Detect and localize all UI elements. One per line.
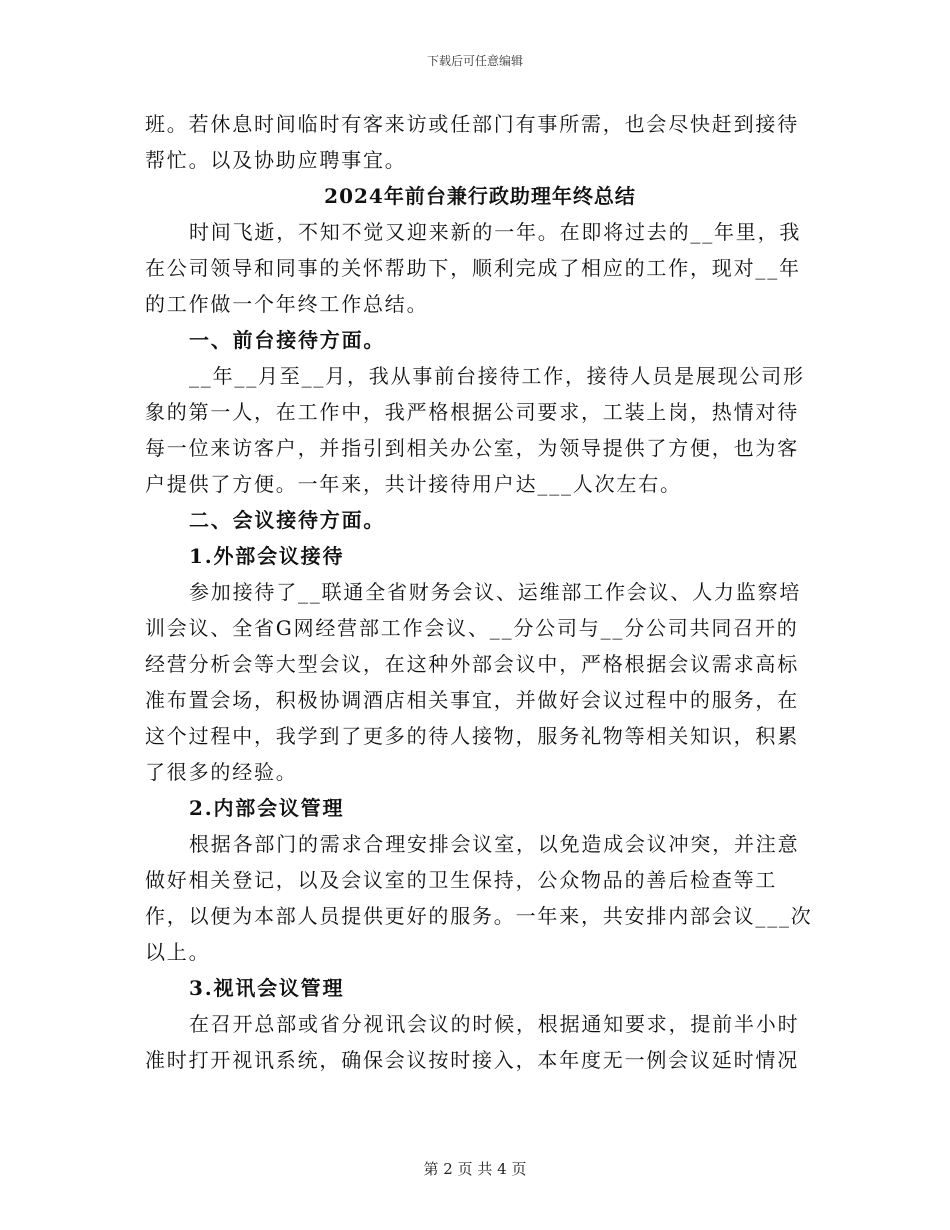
page-header: 下载后可任意编辑 [426, 54, 523, 68]
paragraph-external-meetings: 参加接待了__联通全省财务会议、运维部工作会议、人力监察培训会议、全省G网经营部工作会议、__分公司与__分公司共同召开的经营分析会等大型会议，在这种外部会议中，严格根据会议需求高标准布置会场，积极协调酒店相关事宜，并做好会议过程中的服务，在这个过程中，我学到了更多的待人接物，服务礼物等相关知识，积累了很多的经验。 [145, 580, 802, 784]
paragraph-reception: __年__月至__月，我从事前台接待工作，接待人员是展现公司形象的第一人，在工作中，我严格根据公司要求，工装上岗，热情对待每一位来访客户，并指引到相关办公室，为领导提供了方便，也为客户提供了方便。一年来，共计接待用户达___人次左右。 [145, 364, 805, 496]
document-body [145, 106, 815, 1078]
section-heading-reception: 一、前台接待方面。 [189, 328, 386, 352]
section-heading-meetings: 二、会议接待方面。 [189, 508, 386, 532]
paragraph-internal-meetings: 根据各部门的需求合理安排会议室，以免造成会议冲突，并注意做好相关登记，以及会议室的卫生保持，公众物品的善后检查等工作，以便为本部人员提供更好的服务。一年来，共安排内部会议___次以上。 [145, 832, 813, 964]
subheading-internal-meetings: 2.内部会议管理 [189, 796, 345, 820]
page-footer: 第 2 页 共 4 页 [423, 1160, 527, 1178]
subheading-external-meetings: 1.外部会议接待 [189, 544, 345, 568]
paragraph-video-meetings: 在召开总部或省分视讯会议的时候，根据通知要求，提前半小时准时打开视讯系统，确保会议按时接入，本年度无一例会议延时情况 [145, 1012, 800, 1072]
subheading-video-meetings: 3.视讯会议管理 [189, 976, 345, 1000]
document-title: 2024年前台兼行政助理年终总结 [324, 184, 636, 208]
paragraph-intro: 时间飞逝，不知不觉又迎来新的一年。在即将过去的__年里，我在公司领导和同事的关怀帮助下，顺利完成了相应的工作，现对__年的工作做一个年终工作总结。 [145, 220, 802, 316]
paragraph-continuation: 班。若休息时间临时有客来访或任部门有事所需，也会尽快赶到接待帮忙。以及协助应聘事宜。 [145, 112, 799, 172]
